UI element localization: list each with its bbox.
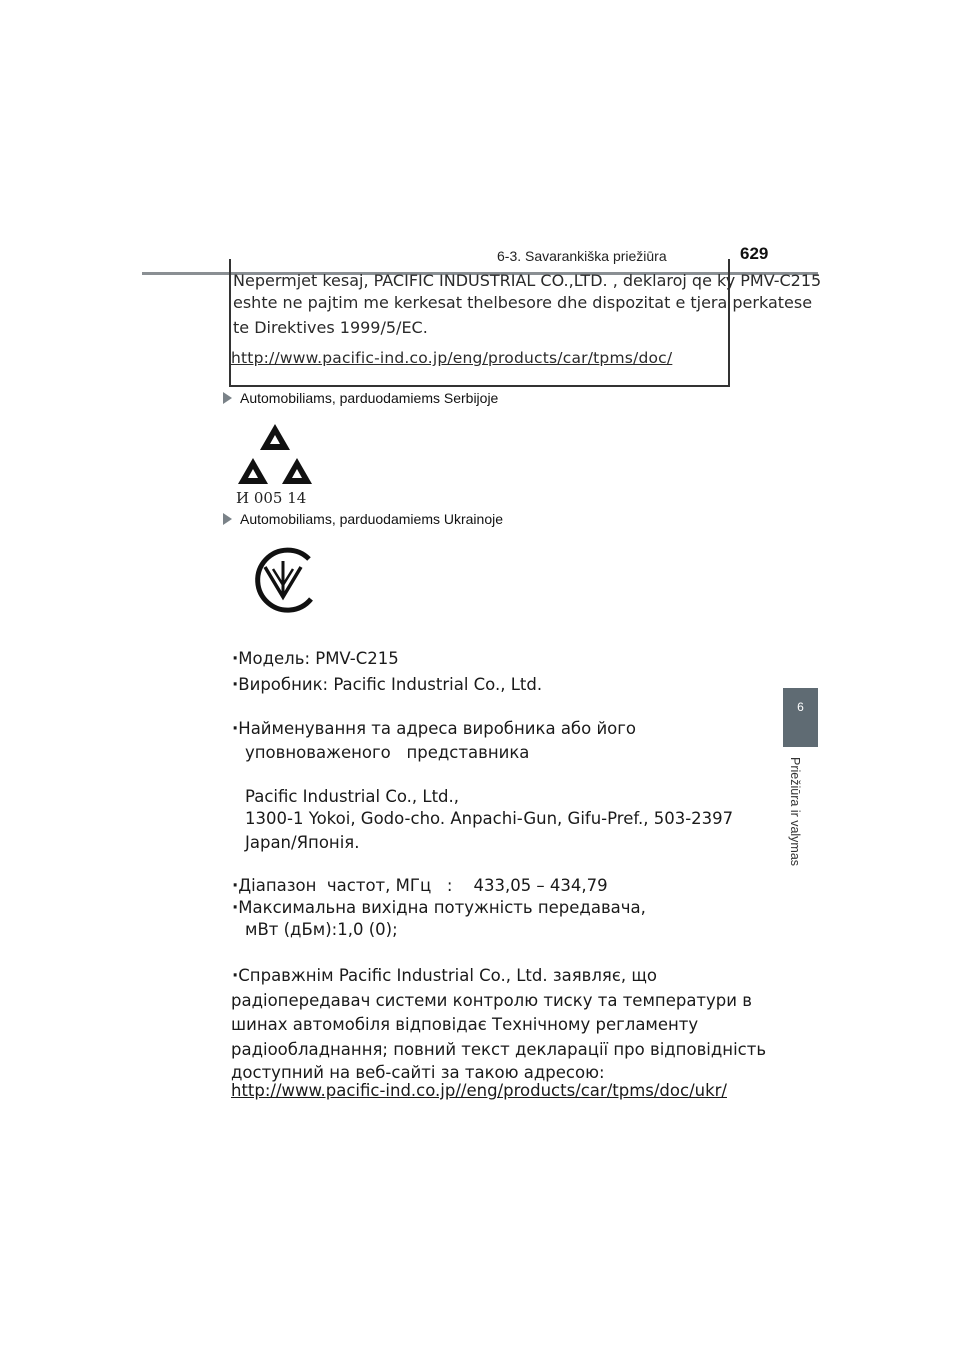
chapter-label-text: Priežiūra ir valymas <box>788 757 802 867</box>
ukraine-manufacturer: ·Виробник: Pacific Industrial Co., Ltd. <box>232 675 543 694</box>
ukraine-frequency: ·Діапазон частот, МГц : 433,05 – 434,79 <box>232 876 608 895</box>
albania-line-1: Nepermjet kesaj, PACIFIC INDUSTRIAL CO.,LTD. , deklaroj qe ky PMV-C215 <box>233 271 822 290</box>
ukraine-address-1: Pacific Industrial Co., Ltd., <box>245 787 460 806</box>
ukraine-declaration-3: шинах автомобіля відповідає Технічному регламенту <box>231 1015 699 1034</box>
ukraine-power-2: мВт (дБм):1,0 (0); <box>245 920 398 939</box>
chapter-side-label <box>788 757 808 887</box>
ukraine-declaration-2: радіопередавач системи контролю тиску та температури в <box>231 991 752 1010</box>
ukraine-doc-link[interactable]: http://www.pacific-ind.co.jp//eng/products/car/tpms/doc/ukr/ <box>231 1081 727 1100</box>
bullet-triangle-icon <box>223 392 232 404</box>
serbia-heading: Automobiliams, parduodamiems Serbijoje <box>240 390 499 406</box>
chapter-tab <box>783 688 818 747</box>
albania-line-3: te Direktives 1999/5/EC. <box>233 318 428 337</box>
ukraine-rep-title-1: ·Найменування та адреса виробника або його <box>232 719 637 738</box>
page-number: 629 <box>740 244 769 263</box>
ukraine-declaration-4: радіообладнання; повний текст декларації про відповідність <box>231 1040 767 1059</box>
bullet-triangle-icon <box>223 513 232 525</box>
albania-doc-link[interactable]: http://www.pacific-ind.co.jp/eng/products/car/tpms/doc/ <box>231 349 673 367</box>
ukraine-power-1: ·Максимальна вихідна потужність передавача, <box>232 898 646 917</box>
ukraine-declaration-1: ·Справжнім Pacific Industrial Co., Ltd. заявляє, що <box>232 966 658 985</box>
ukraine-declaration-5: доступний на веб-сайті за такою адресою: <box>231 1063 605 1082</box>
albania-line-2: eshte ne pajtim me kerkesat thelbesore dhe dispozitat e tjera perkatese <box>233 293 813 312</box>
ukraine-model: ·Модель: PMV-C215 <box>232 649 399 668</box>
ukraine-rep-title-2: уповноваженого представника <box>245 743 530 762</box>
ukraine-address-3: Japan/Японія. <box>245 833 360 852</box>
ukraine-heading: Automobiliams, parduodamiems Ukrainoje <box>240 511 504 527</box>
ukraine-conformity-mark-icon <box>245 545 320 615</box>
ukraine-address-2: 1300-1 Yokoi, Godo-cho. Anpachi-Gun, Gifu-Pref., 503-2397 <box>245 809 734 828</box>
chapter-number: 6 <box>797 700 804 714</box>
section-title: 6-3. Savarankiška priežiūra <box>497 248 667 264</box>
serbia-mark-code: И 005 14 <box>236 489 307 507</box>
serbia-approval-mark-icon <box>230 420 320 490</box>
